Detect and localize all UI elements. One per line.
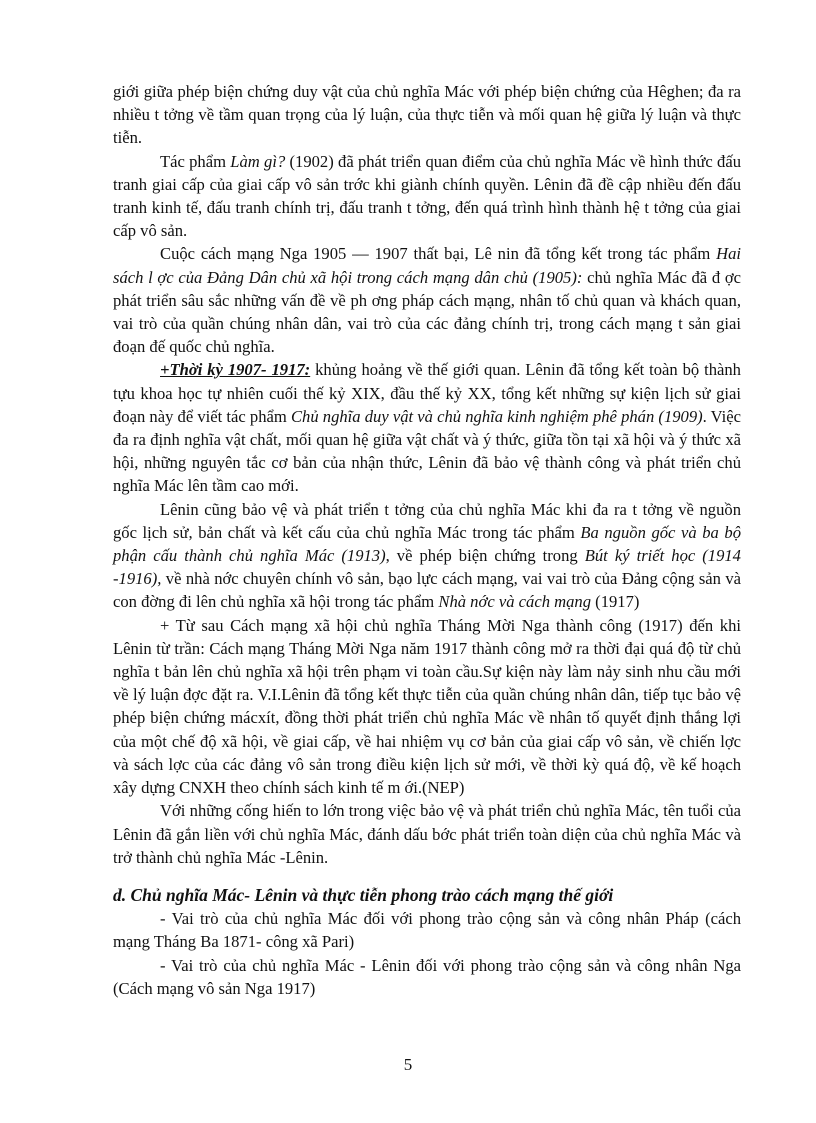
paragraph-3-text-pre: Cuộc cách mạng Nga 1905 — 1907 thất bại, Lê nin đã tổng kết trong tác phẩm [160,244,717,264]
work-title-ba-nguon-goc: Ba nguồn gốc và ba bộ phận cấu thành chủ nghĩa Mác (1913) [113,522,742,566]
page-number: 5 [403,1055,413,1074]
paragraph-5-text-post: (1917) [591,592,640,612]
paragraph-5-text-mid-2: về nhà nớc chuyên chính vô sản, bạo lực cách mạng, vai vai trò của Đảng cộng sản và con đờng đi lên chủ nghĩa xã hội trong tác phẩm [113,569,741,612]
paragraph-5 [113,498,741,614]
paragraph-2-text-pre: Tác phẩm [160,151,231,171]
paragraph-2 [113,150,741,243]
paragraph-4-text-post: . Việc đa ra định nghĩa vật chất, mối quan hệ giữa vật chất và ý thức, giữa tồn tại xã hội và ý thức xã hội, những nguyên tắc cơ bản của nhận thức, Lênin đã bảo vệ thành công và phát triển chủ nghĩa Mác lên tầm cao mới. [113,406,742,496]
paragraph-2-text-post: (1902) đã phát triển quan điểm của chủ nghĩa Mác về hình thức đấu tranh giai cấp của giai cấp vô sản trớc khi giành chính quyền. Lênin đã đề cập nhiều đến đấu tranh kinh tế, đấu tranh chính trị, đấu tranh t tởng, đến quá trình hình thành hệ t tởng của giai cấp vô sản. [113,151,741,241]
paragraph-4 [113,358,741,497]
work-title-lam-gi: Làm gì? [230,151,286,171]
work-title-hai-sach-luoc: Hai sách l ợc của Đảng Dân chủ xã hội trong cách mạng dân chủ (1905): [113,244,741,287]
paragraph-5-text-pre: Lênin cũng bảo vệ và phát triển t tởng của chủ nghĩa Mác khi đa ra t tởng về nguồn gốc lịch sử, bản chất và kết cấu của chủ nghĩa Mác trong tác phẩm [113,499,741,542]
section-d-item-2: - Vai trò của chủ nghĩa Mác - Lênin đối với phong trào cộng sản và công nhân Nga (Cách mạng vô sản Nga 1917) [113,955,741,998]
paragraph-4-text-pre: khủng hoảng về thế giới quan. Lênin đã tổng kết toàn bộ thành tựu khoa học tự nhiên cuối thế kỷ XIX, đầu thế kỷ XX, tổng kết những sự kiện lịch sử giai đoạn này để viết tác phẩm [113,360,741,426]
work-title-chu-nghia-duy-vat: Chủ nghĩa duy vật và chủ nghĩa kinh nghiệm phê phán (1909) [290,406,703,426]
page-body [113,80,741,1000]
work-title-but-ky-triet-hoc: Bút ký triết học (1914 -1916), [113,546,741,589]
section-d-heading: d. Chủ nghĩa Mác- Lênin và thực tiễn phong trào cách mạng thế giới [113,884,614,905]
period-label-1907-1917: +Thời kỳ 1907- 1917: [160,360,311,380]
section-d-item-1: - Vai trò của chủ nghĩa Mác đối với phong trào cộng sản và công nhân Pháp (cách mạng Tháng Ba 1871- công xã Pari) [113,909,741,952]
paragraph-7: Với những cống hiến to lớn trong việc bảo vệ và phát triển chủ nghĩa Mác, tên tuổi của Lênin đã gắn liền với chủ nghĩa Mác, đánh dấu bớc phát triển toàn diện của chủ nghĩa Mác và trở thành chủ nghĩa Mác -Lênin. [113,801,741,867]
paragraph-3 [113,242,741,358]
paragraph-5-text-mid-1: , về phép biện chứng trong [385,546,585,566]
paragraph-1: giới giữa phép biện chứng duy vật của chủ nghĩa Mác với phép biện chứng của Hêghen; đa ra nhiều t tởng về tầm quan trọng của lý luận, của thực tiễn và mối quan hệ giữa lý luận và thực tiễn. [113,82,741,148]
work-title-nha-nuoc-va-cach-mang: Nhà nớc và cách mạng [438,592,592,612]
paragraph-3-text-post: chủ nghĩa Mác đã đ ợc phát triển sâu sắc những vấn đề về ph ơng pháp cách mạng, nhân tố chủ quan và khách quan, vai trò của quần chúng nhân dân, vai trò của các đảng chính trị, trong cách mạng t sản giai đoạn đế quốc chủ nghĩa. [113,267,741,357]
paragraph-6: + Từ sau Cách mạng xã hội chủ nghĩa Tháng Mời Nga thành công (1917) đến khi Lênin từ trần: Cách mạng Tháng Mời Nga năm 1917 thành công mở ra thời đại quá độ từ chủ nghĩa t bản lên chủ nghĩa xã hội trên phạm vi toàn cầu.Sự kiện này làm nảy sinh nhu cầu mới về lý luận đợc đặt ra. V.I.Lênin đã tổng kết thực tiễn của quần chúng nhân dân, tiếp tục bảo vệ phép biện chứng mácxít, đồng thời phát triển chủ nghĩa Mác về nhân tố quyết định thắng lợi của một chế độ xã hội, về giai cấp, về hai nhiệm vụ cơ bản của giai cấp vô sản, về chiến lợc và sách lợc của các đảng vô sản trong điều kiện lịch sử mới, về thời kỳ quá độ, về kế hoạch xây dựng CNXH theo chính sách kinh tế m ới.(NEP) [113,615,741,798]
